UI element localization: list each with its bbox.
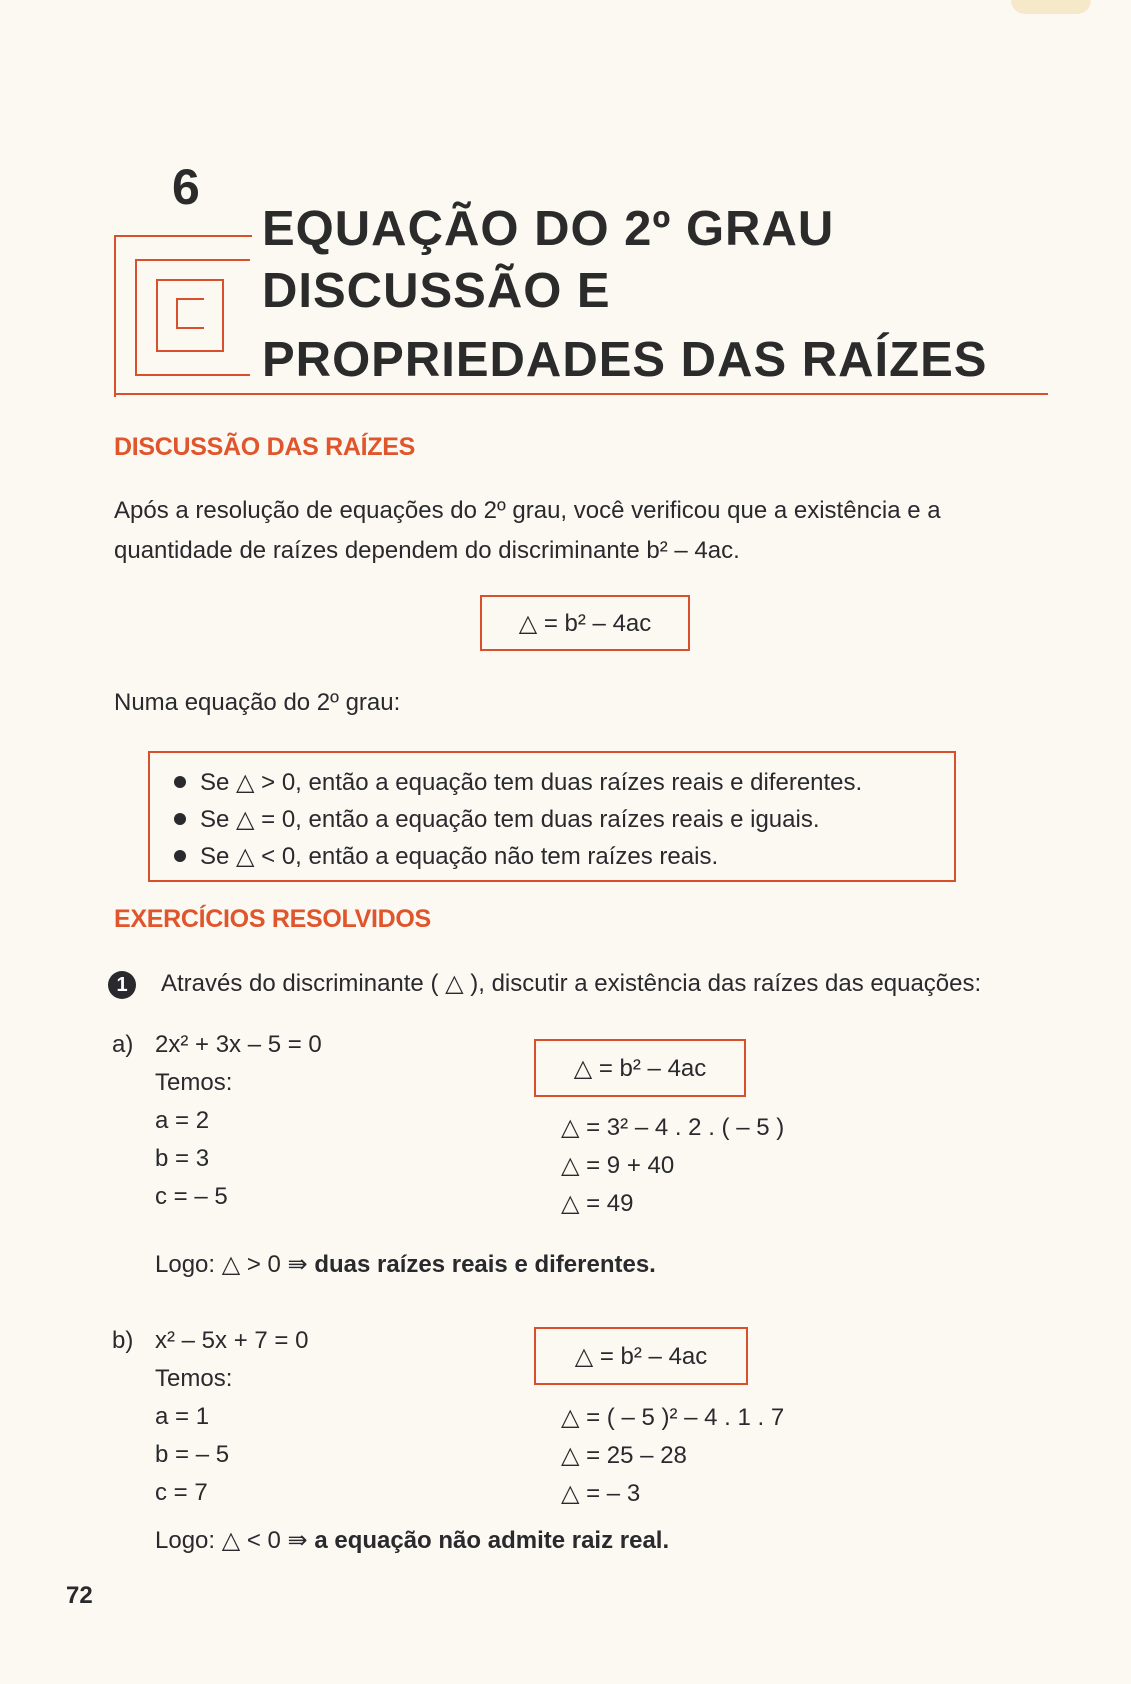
item-a-equation: 2x² + 3x – 5 = 0	[155, 1031, 322, 1058]
intro-text-line-1: Após a resolução de equações do 2º grau, você verificou que a existência e a	[114, 497, 941, 524]
chapter-number: 6	[172, 159, 200, 215]
chapter-title-line-2: DISCUSSÃO E	[262, 264, 611, 318]
item-b-conclusion	[155, 1526, 669, 1555]
item-b-step-3: △ = – 3	[561, 1480, 641, 1507]
item-b-conclusion-prefix: Logo: △ < 0 ⇛	[155, 1527, 315, 1554]
item-b-step-1: △ = ( – 5 )² – 4 . 1 . 7	[561, 1404, 785, 1431]
intro-text-line-2: quantidade de raízes dependem do discriminante b² – 4ac.	[114, 537, 740, 564]
item-a-conclusion-result: duas raízes reais e diferentes.	[314, 1251, 656, 1278]
item-a-label: a)	[112, 1031, 134, 1058]
item-a-formula: △ = b² – 4ac	[573, 1054, 707, 1082]
item-b-conclusion-result: a equação não admite raiz real.	[314, 1527, 670, 1554]
lead-text: Numa equação do 2º grau:	[114, 689, 401, 716]
discriminant-formula-box	[480, 595, 690, 651]
chapter-title-line-3: PROPRIEDADES DAS RAÍZES	[262, 333, 988, 387]
paper-stain	[1011, 0, 1091, 14]
item-a-conclusion	[155, 1250, 656, 1279]
rule-text: Se △ > 0, então a equação tem duas raízes reais e diferentes.	[200, 769, 863, 796]
rule-item-negative	[174, 842, 718, 871]
title-underline	[114, 393, 1048, 395]
exercise-prompt: Através do discriminante ( △ ), discutir a existência das raízes das equações:	[161, 970, 982, 997]
discriminant-formula: △ = b² – 4ac	[518, 609, 652, 637]
bullet-icon	[174, 850, 186, 862]
rule-item-zero	[174, 805, 820, 834]
item-a-step-3: △ = 49	[561, 1190, 634, 1217]
chapter-emblem-inner	[176, 298, 204, 329]
item-b-coef-c: c = 7	[155, 1479, 208, 1506]
item-a-formula-box	[534, 1039, 746, 1097]
section-heading-discussao: DISCUSSÃO DAS RAÍZES	[114, 433, 415, 461]
page-number: 72	[66, 1582, 93, 1609]
item-b-coef-a: a = 1	[155, 1403, 210, 1430]
item-b-coef-b: b = – 5	[155, 1441, 230, 1468]
item-b-step-2: △ = 25 – 28	[561, 1442, 687, 1469]
item-a-conclusion-prefix: Logo: △ > 0 ⇛	[155, 1251, 315, 1278]
item-b-label: b)	[112, 1327, 134, 1354]
chapter-title-line-1: EQUAÇÃO DO 2º GRAU	[262, 202, 835, 256]
bullet-icon	[174, 813, 186, 825]
item-b-formula: △ = b² – 4ac	[574, 1342, 708, 1370]
exercise-number-badge: 1	[108, 971, 136, 999]
item-a-coef-a: a = 2	[155, 1107, 210, 1134]
item-b-equation: x² – 5x + 7 = 0	[155, 1327, 309, 1354]
rules-box	[148, 751, 956, 882]
item-a-coef-c: c = – 5	[155, 1183, 228, 1210]
rule-item-positive	[174, 768, 862, 797]
rule-text: Se △ < 0, então a equação não tem raízes reais.	[200, 843, 719, 870]
item-a-coef-b: b = 3	[155, 1145, 210, 1172]
item-b-temos: Temos:	[155, 1365, 233, 1392]
section-heading-exercicios: EXERCÍCIOS RESOLVIDOS	[114, 905, 431, 933]
item-b-formula-box	[534, 1327, 748, 1385]
rule-text: Se △ = 0, então a equação tem duas raízes reais e iguais.	[200, 806, 820, 833]
item-a-step-1: △ = 3² – 4 . 2 . ( – 5 )	[561, 1114, 785, 1141]
item-a-step-2: △ = 9 + 40	[561, 1152, 675, 1179]
item-a-temos: Temos:	[155, 1069, 233, 1096]
bullet-icon	[174, 776, 186, 788]
